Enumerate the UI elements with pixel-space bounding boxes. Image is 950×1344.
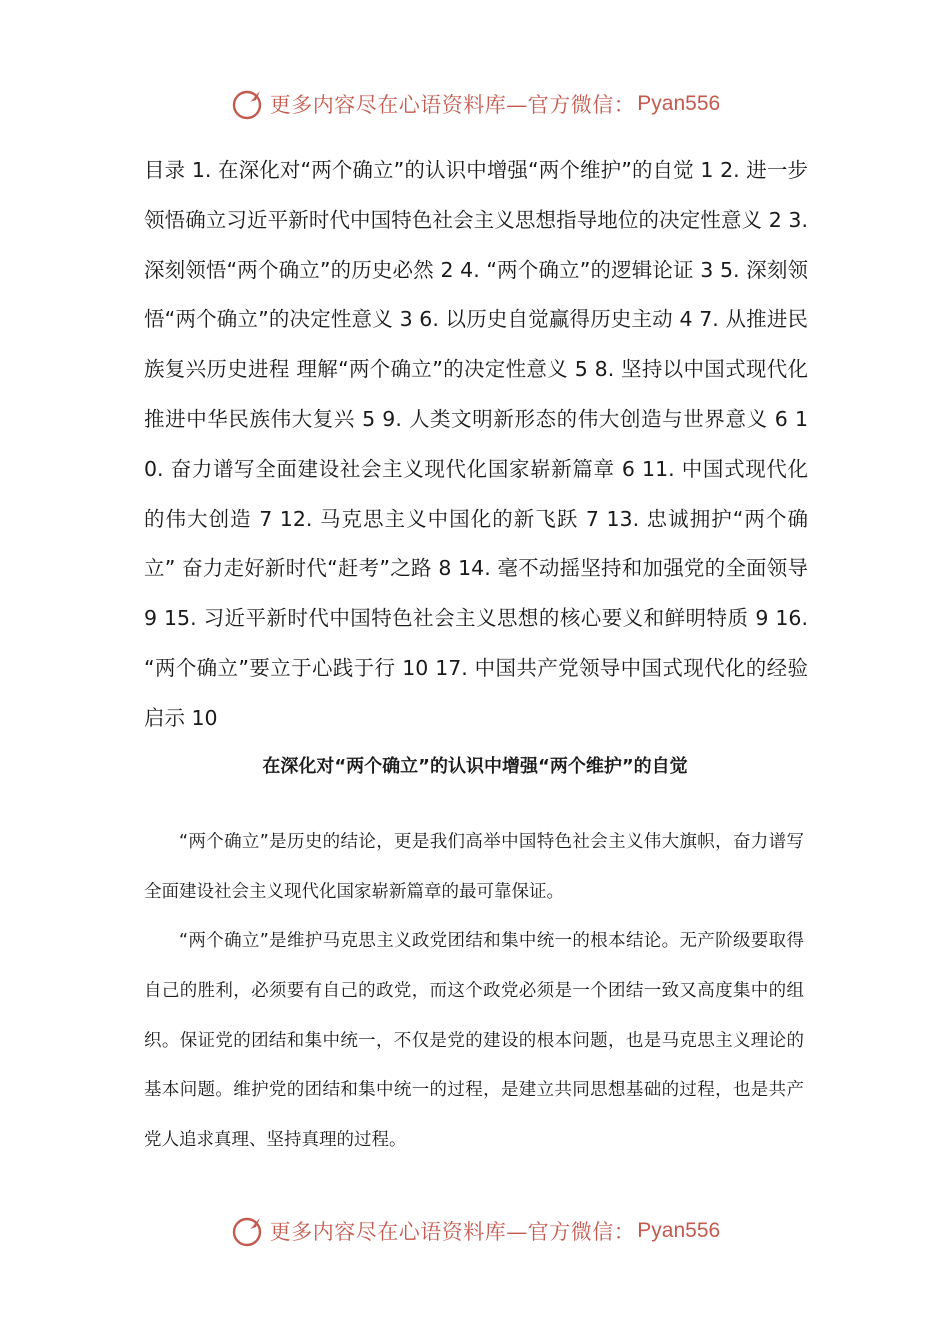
body-paragraph-1: “两个确立”是历史的结论，更是我们高举中国特色社会主义伟大旗帜，奋力谱写全面建设社会主义现代化国家崭新篇章的最可靠保证。 (144, 832, 804, 902)
footer-banner (0, 1209, 950, 1253)
quill-logo-icon (230, 1213, 266, 1249)
footer-banner-text: 更多内容尽在心语资料库—官方微信： (269, 1220, 636, 1244)
header-banner-text: 更多内容尽在心语资料库—官方微信： (269, 93, 636, 117)
body-paragraph-2: “两个确立”是维护马克思主义政党团结和集中统一的根本结论。无产阶级要取得自己的胜利，必须要有自己的政党，而这个政党必须是一个团结一致又高度集中的组织。保证党的团结和集中统一，不仅是党的建设的根本问题，也是马克思主义理论的基本问题。维护党的团结和集中统一的过程，是建立共同思想基础的过程，也是共产党人追求真理、坚持真理的过程。 (144, 931, 804, 1151)
header-wechat-id: Pyan556 (637, 92, 721, 115)
table-of-contents: 目录 1. 在深化对“两个确立”的认识中增强“两个维护”的自觉 1 2. 进一步领悟确立习近平新时代中国特色社会主义思想指导地位的决定性意义 2 3. 深刻领悟“两个确立”的历史必然 2 4. “两个确立”的逻辑论证 3 5. 深刻领悟“两个确立”的决定性意义 3 6. 以历史自觉赢得历史主动 4 7. 从推进民族复兴历史进程 理解“两个确立”的决定性意义 5 8. 坚持以中国式现代化推进中华民族伟大复兴 5 9. 人类文明新形态的伟大创造与世界意义 6 10. 奋力谱写全面建设社会主义现代化国家崭新篇章 6 11. 中国式现代化的伟大创造 7 12. 马克思主义中国化的新飞跃 7 13. 忠诚拥护“两个确立” 奋力走好新时代“赶考”之路 8 14. 毫不动摇坚持和加强党的全面领导 9 15. 习近平新时代中国特色社会主义思想的核心要义和鲜明特质 9 16. “两个确立”要立于心践于行 10 17. 中国共产党领导中国式现代化的经验启示 10 (144, 158, 809, 730)
header-banner (0, 82, 950, 126)
footer-wechat-id: Pyan556 (637, 1219, 721, 1242)
section-title: 在深化对“两个确立”的认识中增强“两个维护”的自觉 (262, 756, 688, 777)
quill-logo-icon (230, 86, 266, 122)
